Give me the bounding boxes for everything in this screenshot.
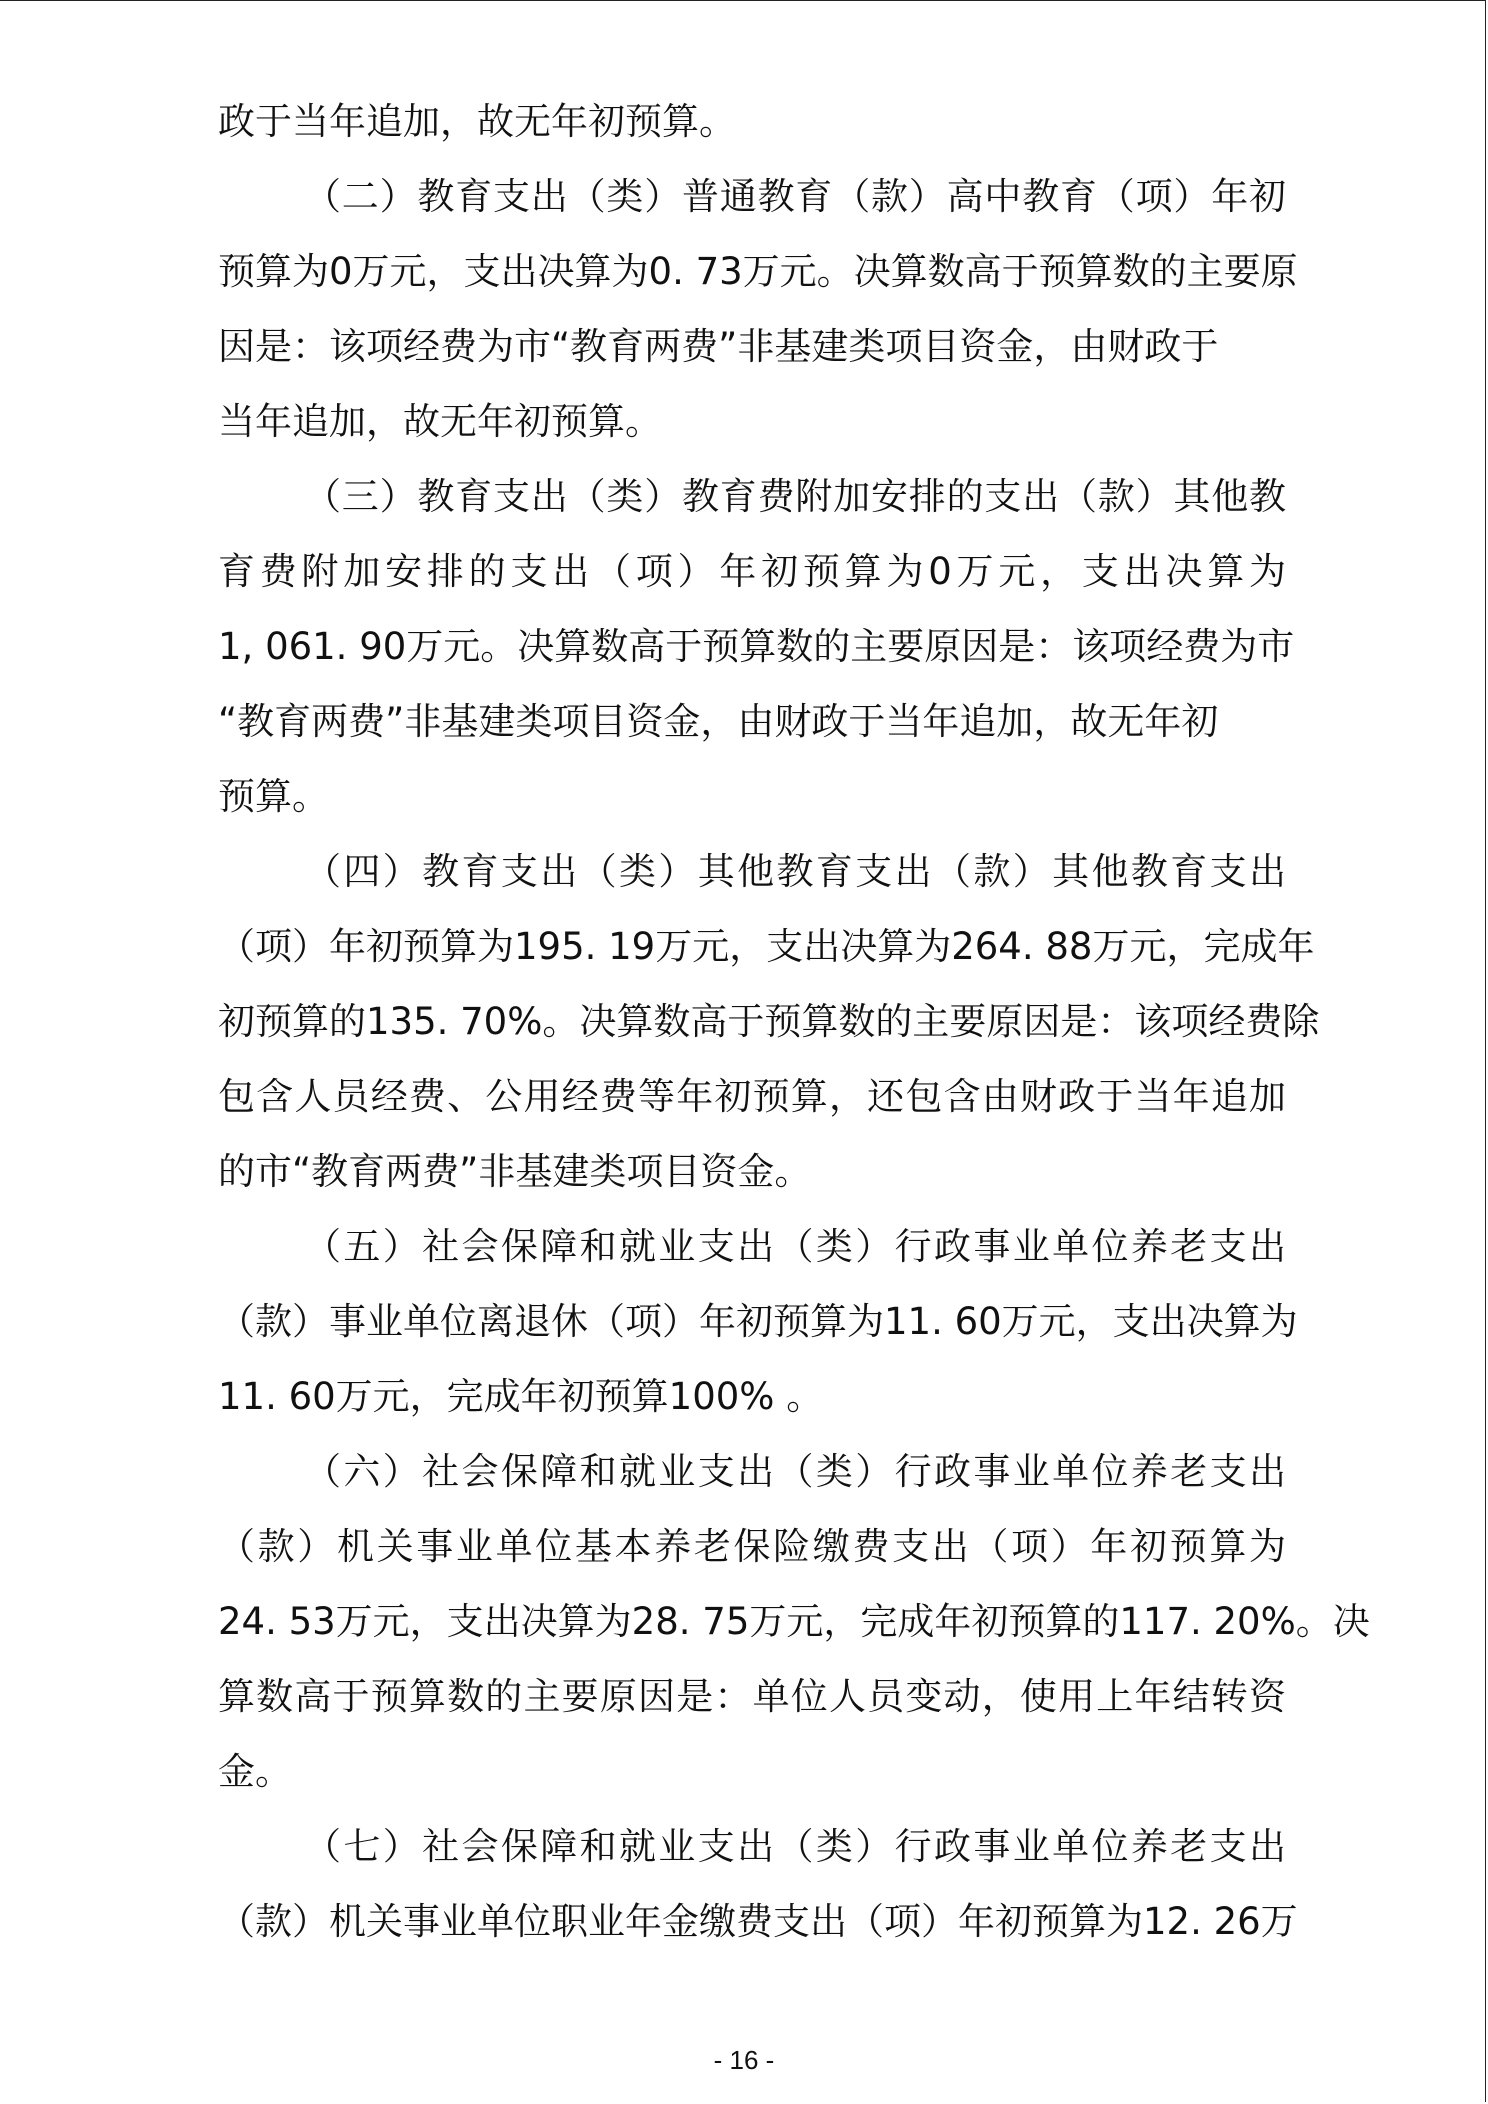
body-line: 11. 60万元，完成年初预算100% 。 [218, 1375, 824, 1418]
body-line: 因是：该项经费为市“教育两费”非基建类项目资金，由财政于 [218, 325, 1219, 368]
body-line: 24. 53万元，支出决算为28. 75万元，完成年初预算的117. 20%。决 [218, 1600, 1370, 1643]
body-line: 当年追加，故无年初预算。 [218, 400, 662, 443]
body-line: 政于当年追加，故无年初预算。 [218, 100, 736, 143]
body-line: （款）事业单位离退休（项）年初预算为11. 60万元，支出决算为 [218, 1300, 1298, 1343]
paragraph-heading-4: （四）教育支出（类）其他教育支出（款）其他教育支出 [304, 850, 1286, 893]
paragraph-heading-5: （五）社会保障和就业支出（类）行政事业单位养老支出 [304, 1225, 1286, 1268]
body-line: 的市“教育两费”非基建类项目资金。 [218, 1150, 812, 1193]
body-line: 预算为0万元，支出决算为0. 73万元。决算数高于预算数的主要原 [218, 250, 1298, 293]
body-line: 育费附加安排的支出（项）年初预算为0万元，支出决算为 [218, 550, 1286, 593]
paragraph-heading-6: （六）社会保障和就业支出（类）行政事业单位养老支出 [304, 1450, 1286, 1493]
body-line: （款）机关事业单位职业年金缴费支出（项）年初预算为12. 26万 [218, 1900, 1298, 1943]
paragraph-heading-3: （三）教育支出（类）教育费附加安排的支出（款）其他教 [304, 475, 1286, 518]
paragraph-heading-2: （二）教育支出（类）普通教育（款）高中教育（项）年初 [304, 175, 1286, 218]
body-line: 包含人员经费、公用经费等年初预算，还包含由财政于当年追加 [218, 1075, 1286, 1118]
body-line: 金。 [218, 1750, 292, 1793]
body-line: “教育两费”非基建类项目资金，由财政于当年追加，故无年初 [218, 700, 1219, 743]
body-line: 初预算的135. 70%。决算数高于预算数的主要原因是：该项经费除 [218, 1000, 1320, 1043]
page-number: - 16 - [713, 2045, 775, 2075]
body-line: 1, 061. 90万元。决算数高于预算数的主要原因是：该项经费为市 [218, 625, 1295, 668]
paragraph-heading-7: （七）社会保障和就业支出（类）行政事业单位养老支出 [304, 1825, 1286, 1868]
body-line: 预算。 [218, 775, 329, 818]
body-line: （项）年初预算为195. 19万元，支出决算为264. 88万元，完成年 [218, 925, 1315, 968]
body-line: （款）机关事业单位基本养老保险缴费支出（项）年初预算为 [218, 1525, 1286, 1568]
body-line: 算数高于预算数的主要原因是：单位人员变动，使用上年结转资 [218, 1675, 1286, 1718]
